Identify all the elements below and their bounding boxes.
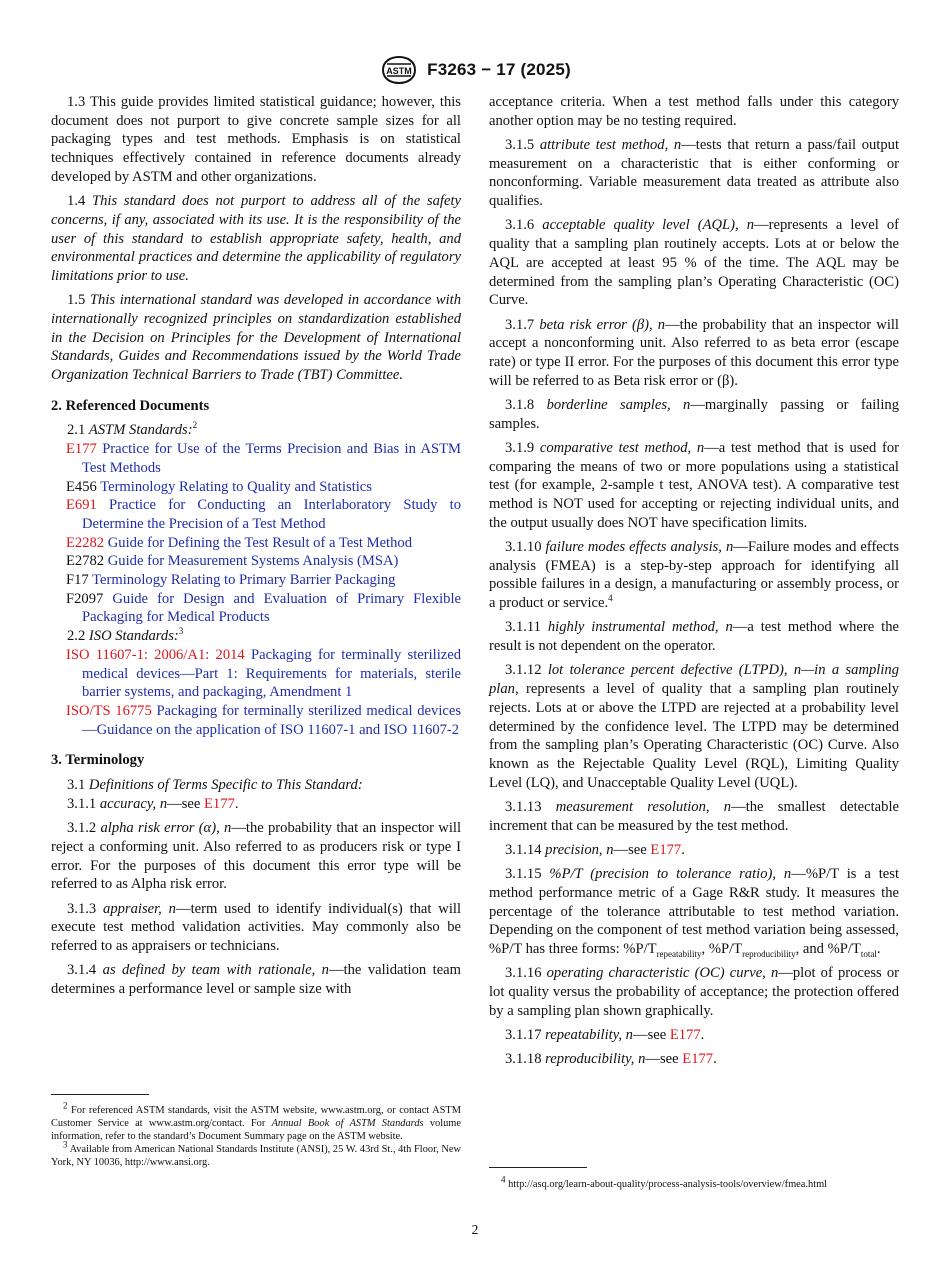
footnotes-right — [489, 1174, 899, 1191]
term-3-1-14: 3.1.14 precision, n—see E177. — [505, 841, 685, 858]
term-3-1-2: 3.1.2 alpha risk error (α), n—the probability that an inspector will reject a conforming unit. Also referred to as producers risk or type I error. For the purposes of this document this error type will be referred to as Alpha risk error. — [51, 820, 462, 893]
reference-f2097[interactable]: F2097 Guide for Design and Evaluation of Primary Flexible Packaging for Medical Products — [66, 590, 461, 626]
iso-standards-label: 2.2 ISO Standards:$^3$ — [67, 626, 184, 645]
link-e177[interactable]: E177 — [669, 1027, 701, 1044]
page-header — [0, 54, 950, 86]
astm-standards-label: 2.1 ASTM Standards:$^2$ — [67, 420, 198, 439]
definitions-label: 3.1 Definitions of Terms Specific to This Standard: — [67, 777, 363, 794]
reference-iso-11607-1[interactable]: ISO 11607-1: 2006/A1: 2014 Packaging for terminally sterilized medical devices—Part 1: Requirements for materials, sterile barrier systems, and packaging, Amendment 1 — [66, 646, 461, 701]
section-2-heading: 2. Referenced Documents — [51, 397, 210, 414]
term-3-1-10: 3.1.10 failure modes effects analysis, n—Failure modes and effects analysis (FMEA) is a step-by-step approach for identifying all possible failures in a design, a manufacturing or assembly process, or a product or service.$^4$ — [489, 539, 899, 612]
iso-reference-list — [51, 646, 461, 740]
term-3-1-9: 3.1.9 comparative test method, n—a test method that is used for comparing the means of two or more populations using a statistical test (for example, 2-sample t test, ANOVA test). A comparative test method is NOT used for accepting or rejecting individual units, and the output usually does NOT have specification limits. — [489, 439, 899, 531]
term-3-1-6: 3.1.6 acceptable quality level (AQL), n—represents a level of quality that a sampling plan routinely accepts. Lots at or below the AQL are accepted at least 95 % of the time. The AQL may be determined from the sampling plan’s Operating Characteristic (OC) Curve. — [489, 217, 899, 309]
term-3-1-17: 3.1.17 repeatability, n—see E177. — [505, 1027, 705, 1044]
link-e177[interactable]: E177 — [682, 1051, 714, 1068]
footnotes-left — [51, 1100, 461, 1169]
left-column — [51, 93, 461, 1004]
reference-e2282[interactable]: E2282 Guide for Defining the Test Result of a Test Method — [66, 534, 413, 551]
footnote-rule-right — [489, 1167, 587, 1168]
term-3-1-18: 3.1.18 reproducibility, n—see E177. — [505, 1051, 717, 1068]
astm-reference-list — [51, 440, 461, 627]
standard-designation: F3263 − 17 (2025) — [427, 60, 571, 79]
section-3-heading: 3. Terminology — [51, 752, 145, 769]
footnote-3: $^3$ Available from American National Standards Institute (ANSI), 25 W. 43rd St., 4th Floor, New York, NY 10036, http://www.ansi.org. — [51, 1139, 461, 1169]
footnote-4: $^4$ http://asq.org/learn-about-quality/process-analysis-tools/overview/fmea.html — [501, 1174, 828, 1190]
page-number: 2 — [471, 1222, 479, 1237]
reference-e691[interactable]: E691 Practice for Conducting an Interlaboratory Study to Determine the Precision of a Test Method — [66, 497, 461, 532]
reference-e177[interactable]: E177 Practice for Use of the Terms Precision and Bias in ASTM Test Methods — [66, 441, 461, 476]
right-column — [489, 93, 899, 1075]
paragraph-1-4: 1.4 This standard does not purport to address all of the safety concerns, if any, associated with its use. It is the responsibility of the user of this standard to establish appropriate safety, health, and environmental practices and determine the applicability of regulatory limitations prior to use. — [51, 193, 461, 284]
term-3-1-8: 3.1.8 borderline samples, n—marginally passing or failing samples. — [489, 396, 899, 432]
astm-logo-icon — [379, 56, 419, 84]
footnote-2: $^2$ For referenced ASTM standards, visit the ASTM website, www.astm.org, or contact ASTM Customer Service at www.astm.org/contact. For Annual Book of ASTM Standards volume information, refer to the standard’s Document Summary page on the ASTM website. — [51, 1100, 461, 1143]
svg-text:ASTM: ASTM — [386, 66, 412, 76]
term-3-1-16: 3.1.16 operating characteristic (OC) curve, n—plot of process or lot quality versus the probability of acceptance; the protection offered by a sampling plan shown graphically. — [489, 965, 899, 1019]
reference-e456[interactable]: E456 Terminology Relating to Quality and Statistics — [66, 478, 372, 495]
paragraph-1-5: 1.5 This international standard was developed in accordance with internationally recognized principles on standardization established in the Decision on Principles for the Development of International Standards, Guides and Recommendations issued by the World Trade Organization Technical Barriers to Trade (TBT) Committee. — [51, 292, 462, 384]
term-3-1-12: 3.1.12 lot tolerance percent defective (LTPD), n—in a sampling plan, represents a level of quality that a sampling plan routinely rejects. Lots at or above the LTPD are rejected at a probability level determined by the confidence level. The LTPD may be determined from the sampling plan’s Operating Characteristic (OC) Curve. Also known as the Rejectable Quality Level (RQL), Limiting Quality Level (LQ), and Unacceptable Quality Level (UQL). — [489, 662, 899, 791]
term-3-1-13: 3.1.13 measurement resolution, n—the smallest detectable increment that can be measured by the test method. — [489, 798, 899, 834]
term-3-1-1: 3.1.1 accuracy, n—see E177. — [67, 795, 239, 812]
paragraph-1-3: 1.3 This guide provides limited statistical guidance; however, this document does not purport to give concrete sample sizes for all packaging types and test methods. Emphasis is on statistical techniques effectively contained in reference documents already developed by ASTM and other organizations. — [51, 94, 461, 185]
link-e177[interactable]: E177 — [650, 841, 682, 858]
reference-f17[interactable]: F17 Terminology Relating to Primary Barrier Packaging — [66, 572, 396, 589]
term-3-1-3: 3.1.3 appraiser, n—term used to identify individual(s) that will execute test method validation activities. May commonly also be referred to as appraisers or technicians. — [51, 900, 462, 954]
term-3-1-15: 3.1.15 %P/T (precision to tolerance ratio), n—%P/T is a test method performance metric of a Gage R&R study. It measures the percentage of the tolerance attributable to test method variation. Depending on the component of test method variation being assessed, %P/T has three forms: $\%P/T_{repeatability}$, $\%P/T_{reproducibility}$, and $\%P/T_{total}$. — [489, 866, 899, 959]
term-3-1-11: 3.1.11 highly instrumental method, n—a test method where the result is not dependent on the operator. — [489, 619, 899, 655]
footnote-rule-left — [51, 1094, 149, 1095]
term-3-1-7: 3.1.7 beta risk error (β), n—the probability that an inspector will accept a nonconforming unit. Also referred to as beta error (escape rate) or type II error. For the purposes of this document this error type will be referred to as Beta risk error or (β). — [489, 316, 899, 389]
reference-e2782[interactable]: E2782 Guide for Measurement Systems Analysis (MSA) — [66, 553, 399, 570]
link-e177[interactable]: E177 — [204, 795, 235, 812]
term-3-1-5: 3.1.5 attribute test method, n—tests that return a pass/fail output measurement on a characteristic that is either conforming or nonconforming. Variable measurement data treated as attribute also qualifies. — [489, 137, 900, 210]
term-3-1-4: 3.1.4 as defined by team with rationale, n—the validation team determines a performance level or sample size with — [51, 962, 461, 997]
reference-iso-ts-16775[interactable]: ISO/TS 16775 Packaging for terminally sterilized medical devices—Guidance on the application of ISO 11607-1 and ISO 11607-2 — [66, 702, 462, 738]
continuation-paragraph: acceptance criteria. When a test method falls under this category another option may be no testing required. — [489, 94, 899, 129]
